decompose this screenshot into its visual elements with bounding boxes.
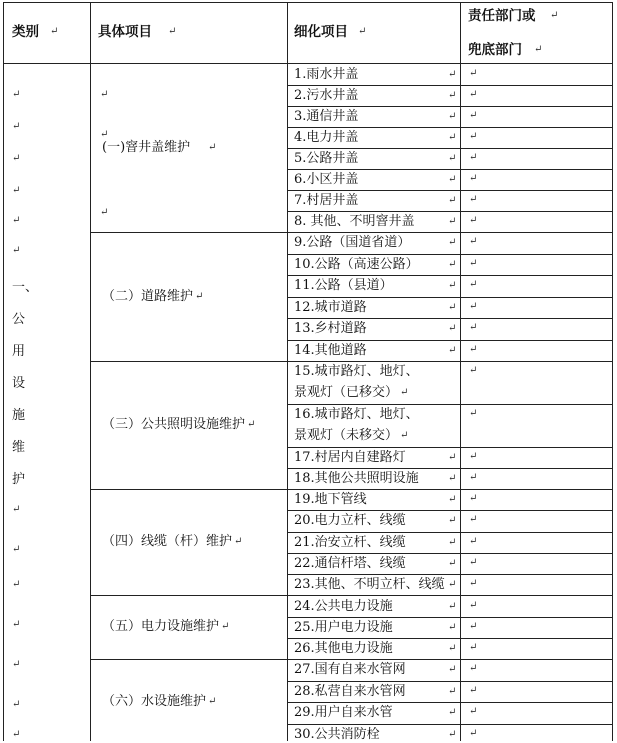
paragraph-mark: ↵ bbox=[448, 621, 457, 633]
table-rule bbox=[287, 724, 612, 725]
detail-row-2: 2.污水井盖 bbox=[294, 88, 359, 103]
table-rule bbox=[3, 63, 612, 64]
table-rule bbox=[287, 148, 612, 149]
header-dept-line1: 责任部门或 bbox=[468, 8, 536, 24]
paragraph-mark: ↵ bbox=[448, 728, 457, 740]
paragraph-mark: ↵ bbox=[208, 696, 217, 707]
paragraph-mark: ↵ bbox=[234, 536, 243, 547]
paragraph-mark: ↵ bbox=[12, 699, 21, 710]
paragraph-mark: ↵ bbox=[448, 579, 457, 591]
detail-row-27: 27.国有自来水管网 bbox=[294, 662, 406, 678]
table-rule bbox=[287, 340, 612, 341]
detail-row-9: 9.公路（国道省道） bbox=[294, 235, 411, 250]
detail-row-11: 11.公路（县道） bbox=[294, 278, 393, 293]
table-rule bbox=[90, 361, 287, 362]
table-rule bbox=[287, 211, 612, 212]
paragraph-mark: ↵ bbox=[100, 89, 109, 100]
paragraph-mark: ↵ bbox=[448, 69, 457, 80]
paragraph-mark: ↵ bbox=[12, 153, 21, 164]
table-rule bbox=[287, 361, 612, 362]
paragraph-mark: ↵ bbox=[469, 300, 478, 312]
paragraph-mark: ↵ bbox=[448, 536, 457, 548]
paragraph-mark: ↵ bbox=[448, 643, 457, 655]
paragraph-mark: ↵ bbox=[469, 599, 478, 611]
header-category: 类别 bbox=[12, 24, 39, 40]
group-name-4: （四）线缆（杆）维护 bbox=[102, 534, 233, 549]
detail-row-25: 25.用户电力设施 bbox=[294, 619, 393, 635]
table-rule bbox=[287, 617, 612, 618]
detail-row-10: 10.公路（高速公路） bbox=[294, 256, 419, 272]
detail-row-22: 22.通信杆塔、线缆 bbox=[294, 555, 406, 571]
detail-row-26: 26.其他电力设施 bbox=[294, 641, 393, 657]
paragraph-mark: ↵ bbox=[448, 216, 457, 227]
category-char: 维 bbox=[12, 440, 26, 455]
table-rule bbox=[287, 447, 612, 448]
paragraph-mark: ↵ bbox=[221, 621, 230, 632]
paragraph-mark: ↵ bbox=[448, 111, 457, 122]
paragraph-mark: ↵ bbox=[469, 68, 478, 79]
group-name-3: （三）公共照明设施维护 bbox=[102, 417, 246, 432]
paragraph-mark: ↵ bbox=[12, 579, 21, 590]
table-rule bbox=[287, 85, 612, 86]
paragraph-mark: ↵ bbox=[469, 706, 478, 718]
paragraph-mark: ↵ bbox=[469, 194, 478, 205]
table-rule bbox=[287, 169, 612, 170]
table-rule bbox=[287, 106, 612, 107]
paragraph-mark: ↵ bbox=[448, 132, 457, 143]
paragraph-mark: ↵ bbox=[469, 556, 478, 568]
paragraph-mark: ↵ bbox=[168, 26, 177, 37]
paragraph-mark: ↵ bbox=[448, 707, 457, 719]
paragraph-mark: ↵ bbox=[469, 215, 478, 226]
table-rule bbox=[287, 532, 612, 533]
paragraph-mark: ↵ bbox=[247, 419, 256, 430]
table-rule bbox=[90, 232, 287, 233]
detail-row-30: 30.公共消防栓 bbox=[294, 726, 380, 742]
table-rule bbox=[90, 595, 287, 596]
paragraph-mark: ↵ bbox=[469, 578, 478, 590]
paragraph-mark: ↵ bbox=[448, 515, 457, 527]
paragraph-mark: ↵ bbox=[448, 90, 457, 101]
category-char: 施 bbox=[12, 408, 26, 423]
header-dept-line2: 兜底部门 bbox=[468, 42, 522, 58]
detail-row-16-b: 景观灯（未移交） bbox=[294, 428, 399, 443]
table-rule bbox=[287, 232, 612, 233]
paragraph-mark: ↵ bbox=[208, 142, 217, 153]
table-rule bbox=[287, 254, 612, 255]
paragraph-mark: ↵ bbox=[469, 89, 478, 100]
detail-row-17: 17.村居内自建路灯 bbox=[294, 450, 406, 465]
paragraph-mark: ↵ bbox=[448, 258, 457, 270]
detail-row-16-a: 16.城市路灯、地灯、 bbox=[294, 407, 419, 422]
paragraph-mark: ↵ bbox=[469, 684, 478, 696]
paragraph-mark: ↵ bbox=[12, 544, 21, 555]
table-rule bbox=[287, 404, 612, 405]
paragraph-mark: ↵ bbox=[12, 89, 21, 100]
detail-row-5: 5.公路井盖 bbox=[294, 151, 359, 166]
group-name-1: (一)窨井盖维护 bbox=[102, 140, 191, 155]
paragraph-mark: ↵ bbox=[469, 642, 478, 654]
category-char: 公 bbox=[12, 312, 26, 327]
table-rule bbox=[287, 638, 612, 639]
paragraph-mark: ↵ bbox=[100, 207, 109, 218]
detail-row-8: 8. 其他、不明窨井盖 bbox=[294, 214, 415, 229]
paragraph-mark: ↵ bbox=[448, 473, 457, 484]
paragraph-mark: ↵ bbox=[469, 620, 478, 632]
paragraph-mark: ↵ bbox=[358, 26, 367, 37]
paragraph-mark: ↵ bbox=[448, 323, 457, 334]
table-rule bbox=[90, 2, 91, 741]
table-rule bbox=[287, 127, 612, 128]
paragraph-mark: ↵ bbox=[448, 301, 457, 313]
table-rule bbox=[287, 702, 612, 703]
detail-row-6: 6.小区井盖 bbox=[294, 172, 359, 187]
table-rule bbox=[287, 659, 612, 660]
paragraph-mark: ↵ bbox=[448, 153, 457, 164]
paragraph-mark: ↵ bbox=[448, 237, 457, 248]
paragraph-mark: ↵ bbox=[12, 245, 21, 256]
category-char: 一、 bbox=[12, 280, 39, 295]
paragraph-mark: ↵ bbox=[469, 173, 478, 184]
header-item: 具体项目 bbox=[98, 24, 152, 40]
table-rule bbox=[287, 275, 612, 276]
detail-row-15-a: 15.城市路灯、地灯、 bbox=[294, 364, 419, 379]
paragraph-mark: ↵ bbox=[448, 344, 457, 356]
table-rule bbox=[612, 2, 613, 741]
detail-row-19: 19.地下管线 bbox=[294, 492, 367, 507]
table-rule bbox=[287, 595, 612, 596]
detail-row-7: 7.村居井盖 bbox=[294, 193, 359, 208]
detail-row-12: 12.城市道路 bbox=[294, 299, 367, 315]
paragraph-mark: ↵ bbox=[12, 215, 21, 226]
detail-row-24: 24.公共电力设施 bbox=[294, 598, 393, 614]
table-rule bbox=[287, 468, 612, 469]
paragraph-mark: ↵ bbox=[469, 131, 478, 142]
paragraph-mark: ↵ bbox=[469, 663, 478, 675]
paragraph-mark: ↵ bbox=[469, 408, 478, 419]
table-rule bbox=[90, 659, 287, 660]
paragraph-mark: ↵ bbox=[469, 152, 478, 163]
paragraph-mark: ↵ bbox=[469, 257, 478, 269]
paragraph-mark: ↵ bbox=[469, 727, 478, 739]
paragraph-mark: ↵ bbox=[469, 535, 478, 547]
category-char: 设 bbox=[12, 376, 26, 391]
paragraph-mark: ↵ bbox=[400, 430, 409, 441]
table-rule bbox=[287, 681, 612, 682]
paragraph-mark: ↵ bbox=[469, 110, 478, 121]
group-name-5: （五）电力设施维护 bbox=[102, 619, 220, 634]
paragraph-mark: ↵ bbox=[469, 514, 478, 526]
table-rule bbox=[287, 318, 612, 319]
group-name-2: （二）道路维护 bbox=[102, 289, 194, 304]
category-char: 用 bbox=[12, 344, 26, 359]
paragraph-mark: ↵ bbox=[448, 452, 457, 463]
table-rule bbox=[460, 2, 461, 741]
paragraph-mark: ↵ bbox=[400, 387, 409, 398]
paragraph-mark: ↵ bbox=[448, 557, 457, 569]
category-char: 护 bbox=[12, 472, 26, 487]
paragraph-mark: ↵ bbox=[469, 279, 478, 290]
paragraph-mark: ↵ bbox=[448, 600, 457, 612]
paragraph-mark: ↵ bbox=[448, 195, 457, 206]
detail-row-23: 23.其他、不明立杆、线缆 bbox=[294, 577, 445, 593]
paragraph-mark: ↵ bbox=[469, 493, 478, 504]
table-rule bbox=[287, 297, 612, 298]
paragraph-mark: ↵ bbox=[469, 451, 478, 462]
paragraph-mark: ↵ bbox=[195, 291, 204, 302]
paragraph-mark: ↵ bbox=[12, 729, 21, 740]
paragraph-mark: ↵ bbox=[12, 659, 21, 670]
paragraph-mark: ↵ bbox=[469, 472, 478, 483]
paragraph-mark: ↵ bbox=[448, 280, 457, 291]
detail-row-1: 1.雨水井盖 bbox=[294, 67, 359, 82]
paragraph-mark: ↵ bbox=[100, 129, 109, 140]
table-rule bbox=[3, 2, 612, 3]
detail-row-20: 20.电力立杆、线缆 bbox=[294, 513, 406, 529]
category-label bbox=[12, 272, 52, 496]
detail-row-13: 13.乡村道路 bbox=[294, 321, 367, 336]
detail-row-28: 28.私营自来水管网 bbox=[294, 683, 406, 699]
paragraph-mark: ↵ bbox=[448, 685, 457, 697]
paragraph-mark: ↵ bbox=[12, 619, 21, 630]
table-rule bbox=[287, 190, 612, 191]
paragraph-mark: ↵ bbox=[469, 343, 478, 355]
paragraph-mark: ↵ bbox=[534, 44, 543, 55]
table-rule bbox=[287, 574, 612, 575]
detail-row-4: 4.电力井盖 bbox=[294, 130, 359, 145]
table-rule bbox=[287, 510, 612, 511]
paragraph-mark: ↵ bbox=[469, 322, 478, 333]
paragraph-mark: ↵ bbox=[469, 365, 478, 376]
paragraph-mark: ↵ bbox=[12, 504, 21, 515]
table-rule bbox=[287, 489, 612, 490]
detail-row-15-b: 景观灯（已移交） bbox=[294, 385, 399, 400]
paragraph-mark: ↵ bbox=[448, 174, 457, 185]
paragraph-mark: ↵ bbox=[448, 494, 457, 505]
table-rule bbox=[3, 2, 4, 741]
paragraph-mark: ↵ bbox=[12, 121, 21, 132]
paragraph-mark: ↵ bbox=[448, 664, 457, 676]
detail-row-29: 29.用户自来水管 bbox=[294, 705, 393, 721]
group-name-6: （六）水设施维护 bbox=[102, 694, 207, 709]
paragraph-mark: ↵ bbox=[12, 185, 21, 196]
detail-row-18: 18.其他公共照明设施 bbox=[294, 471, 419, 486]
detail-row-21: 21.治安立杆、线缆 bbox=[294, 534, 406, 550]
table-rule bbox=[90, 489, 287, 490]
paragraph-mark: ↵ bbox=[550, 10, 559, 21]
paragraph-mark: ↵ bbox=[50, 26, 59, 37]
detail-row-3: 3.通信井盖 bbox=[294, 109, 359, 124]
header-detail: 细化项目 bbox=[294, 24, 348, 40]
table-rule bbox=[287, 553, 612, 554]
detail-row-14: 14.其他道路 bbox=[294, 342, 367, 358]
paragraph-mark: ↵ bbox=[469, 236, 478, 247]
table-rule bbox=[287, 2, 288, 741]
